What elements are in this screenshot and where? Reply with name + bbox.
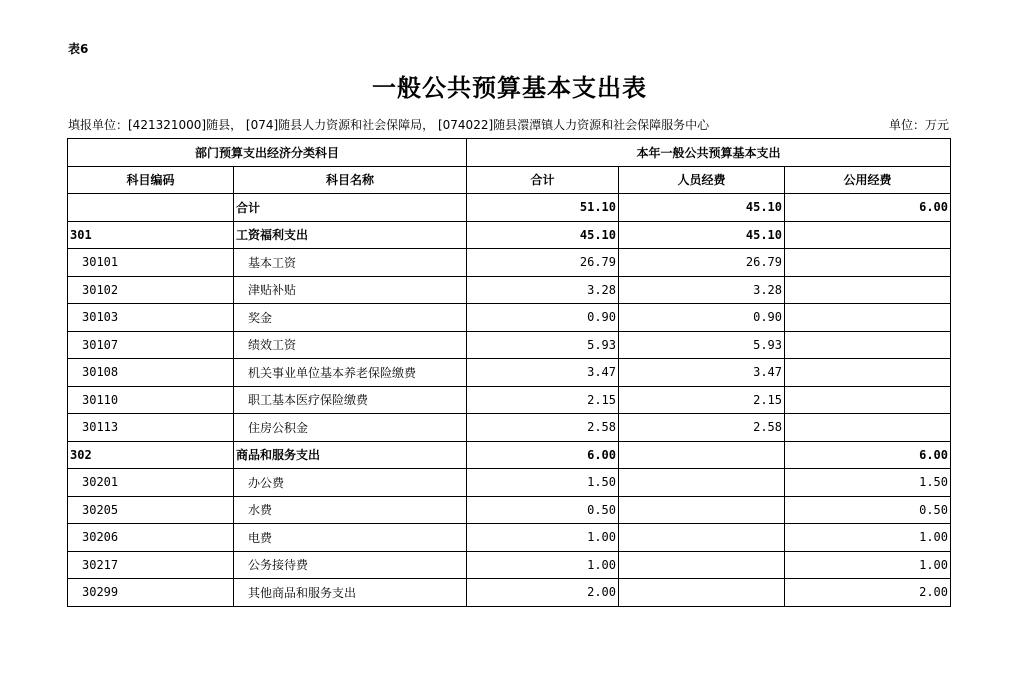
cell-total: 6.00 — [467, 441, 619, 469]
cell-total: 2.00 — [467, 579, 619, 607]
cell-public — [785, 304, 951, 332]
table-row — [68, 359, 951, 387]
table-row — [68, 249, 951, 277]
table-row — [68, 304, 951, 332]
cell-code: 30217 — [68, 551, 234, 579]
table-row — [68, 194, 951, 222]
cell-code: 30201 — [68, 469, 234, 497]
cell-code: 30101 — [68, 249, 234, 277]
reporting-unit-info: 填报单位：[421321000]随县， [074]随县人力资源和社会保障局， [074022]随县澴潭镇人力资源和社会保障服务中心 — [68, 118, 710, 132]
group-header-classification: 部门预算支出经济分类科目 — [68, 139, 467, 167]
cell-public: 1.00 — [785, 524, 951, 552]
cell-total: 3.28 — [467, 276, 619, 304]
cell-personnel — [619, 551, 785, 579]
cell-code: 30110 — [68, 386, 234, 414]
table-row — [68, 331, 951, 359]
cell-personnel — [619, 441, 785, 469]
cell-name: 电费 — [234, 524, 467, 552]
cell-personnel — [619, 524, 785, 552]
cell-total: 3.47 — [467, 359, 619, 387]
table-row — [68, 469, 951, 497]
cell-public — [785, 386, 951, 414]
cell-personnel — [619, 579, 785, 607]
cell-code: 30206 — [68, 524, 234, 552]
table-row — [68, 441, 951, 469]
cell-name: 其他商品和服务支出 — [234, 579, 467, 607]
cell-name: 商品和服务支出 — [234, 441, 467, 469]
cell-personnel: 26.79 — [619, 249, 785, 277]
cell-name: 机关事业单位基本养老保险缴费 — [234, 359, 467, 387]
column-header-name: 科目名称 — [234, 166, 467, 194]
table-row — [68, 276, 951, 304]
table-number-label: 表6 — [68, 42, 89, 56]
cell-name: 工资福利支出 — [234, 221, 467, 249]
cell-public — [785, 359, 951, 387]
cell-total: 5.93 — [467, 331, 619, 359]
table-body — [68, 194, 951, 607]
cell-name: 基本工资 — [234, 249, 467, 277]
cell-public — [785, 414, 951, 442]
table-group-header-row — [68, 139, 951, 167]
cell-code: 30205 — [68, 496, 234, 524]
cell-total: 26.79 — [467, 249, 619, 277]
table-row — [68, 579, 951, 607]
cell-name: 绩效工资 — [234, 331, 467, 359]
cell-total: 2.58 — [467, 414, 619, 442]
table-row — [68, 414, 951, 442]
table-row — [68, 524, 951, 552]
cell-code: 30299 — [68, 579, 234, 607]
column-header-total: 合计 — [467, 166, 619, 194]
cell-code: 302 — [68, 441, 234, 469]
cell-public: 1.50 — [785, 469, 951, 497]
cell-public: 0.50 — [785, 496, 951, 524]
cell-name: 职工基本医疗保险缴费 — [234, 386, 467, 414]
cell-personnel: 45.10 — [619, 194, 785, 222]
column-header-code: 科目编码 — [68, 166, 234, 194]
cell-personnel: 3.28 — [619, 276, 785, 304]
group-header-basic-expenditure: 本年一般公共预算基本支出 — [467, 139, 951, 167]
cell-public: 2.00 — [785, 579, 951, 607]
cell-name: 住房公积金 — [234, 414, 467, 442]
cell-public — [785, 221, 951, 249]
budget-table — [67, 138, 951, 607]
table-column-header-row — [68, 166, 951, 194]
cell-public — [785, 249, 951, 277]
cell-public: 6.00 — [785, 194, 951, 222]
table-row — [68, 386, 951, 414]
table-row — [68, 221, 951, 249]
cell-total: 2.15 — [467, 386, 619, 414]
table-row — [68, 496, 951, 524]
table-row — [68, 551, 951, 579]
cell-total: 45.10 — [467, 221, 619, 249]
cell-total: 51.10 — [467, 194, 619, 222]
cell-total: 1.50 — [467, 469, 619, 497]
cell-name: 公务接待费 — [234, 551, 467, 579]
cell-code — [68, 194, 234, 222]
cell-public: 1.00 — [785, 551, 951, 579]
cell-name: 合计 — [234, 194, 467, 222]
cell-public: 6.00 — [785, 441, 951, 469]
cell-total: 0.90 — [467, 304, 619, 332]
cell-personnel: 5.93 — [619, 331, 785, 359]
cell-name: 水费 — [234, 496, 467, 524]
cell-personnel: 2.58 — [619, 414, 785, 442]
cell-personnel — [619, 496, 785, 524]
cell-personnel: 0.90 — [619, 304, 785, 332]
cell-public — [785, 276, 951, 304]
cell-code: 30107 — [68, 331, 234, 359]
cell-total: 1.00 — [467, 551, 619, 579]
column-header-public: 公用经费 — [785, 166, 951, 194]
cell-public — [785, 331, 951, 359]
cell-personnel — [619, 469, 785, 497]
column-header-personnel: 人员经费 — [619, 166, 785, 194]
cell-total: 0.50 — [467, 496, 619, 524]
page-title: 一般公共预算基本支出表 — [372, 73, 647, 102]
cell-code: 30102 — [68, 276, 234, 304]
currency-unit-label: 单位：万元 — [888, 118, 949, 132]
cell-code: 301 — [68, 221, 234, 249]
cell-code: 30113 — [68, 414, 234, 442]
cell-personnel: 3.47 — [619, 359, 785, 387]
cell-personnel: 45.10 — [619, 221, 785, 249]
cell-total: 1.00 — [467, 524, 619, 552]
cell-name: 办公费 — [234, 469, 467, 497]
cell-personnel: 2.15 — [619, 386, 785, 414]
cell-code: 30103 — [68, 304, 234, 332]
cell-name: 津贴补贴 — [234, 276, 467, 304]
cell-name: 奖金 — [234, 304, 467, 332]
cell-code: 30108 — [68, 359, 234, 387]
